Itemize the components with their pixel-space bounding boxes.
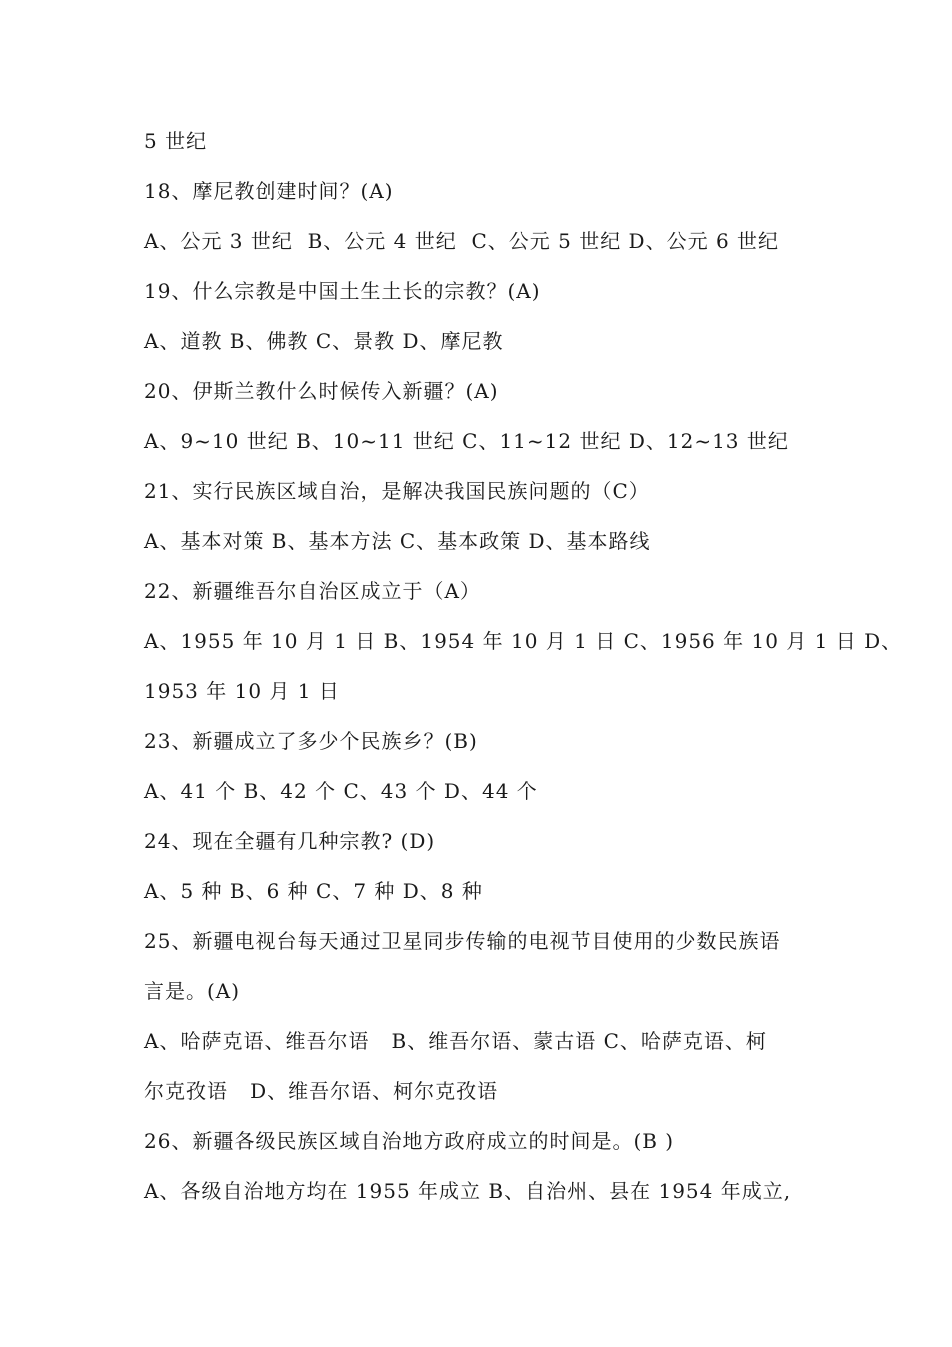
answer-options-25: A、哈萨克语、维吾尔语 B、维吾尔语、蒙古语 C、哈萨克语、柯 (144, 1029, 767, 1053)
answer-options-26: A、各级自治地方均在 1955 年成立 B、自治州、县在 1954 年成立, (144, 1179, 792, 1203)
question-25-continued: 言是。(A) (144, 979, 241, 1003)
text-line: 5 世纪 (144, 129, 208, 153)
question-19: 19、什么宗教是中国土生土长的宗教？(A) (144, 279, 541, 303)
question-18: 18、摩尼教创建时间？(A) (144, 179, 394, 203)
answer-options-22: A、1955 年 10 月 1 日 B、1954 年 10 月 1 日 C、1956 年 10 月 1 日 D、 (144, 629, 903, 653)
document-body (144, 116, 903, 1216)
question-23: 23、新疆成立了多少个民族乡？(B) (144, 729, 478, 753)
answer-options-19: A、道教 B、佛教 C、景教 D、摩尼教 (144, 329, 504, 353)
question-22: 22、新疆维吾尔自治区成立于（A） (144, 579, 481, 603)
answer-options-25-continued: 尔克孜语 D、维吾尔语、柯尔克孜语 (144, 1079, 499, 1103)
answer-options-24: A、5 种 B、6 种 C、7 种 D、8 种 (144, 879, 483, 903)
question-21: 21、实行民族区域自治，是解决我国民族问题的（C） (144, 479, 650, 503)
answer-options-23: A、41 个 B、42 个 C、43 个 D、44 个 (144, 779, 538, 803)
answer-options-20: A、9~10 世纪 B、10~11 世纪 C、11~12 世纪 D、12~13 世纪 (144, 429, 789, 453)
answer-options-21: A、基本对策 B、基本方法 C、基本政策 D、基本路线 (144, 529, 651, 553)
question-20: 20、伊斯兰教什么时候传入新疆？(A) (144, 379, 499, 403)
question-25: 25、新疆电视台每天通过卫星同步传输的电视节目使用的少数民族语 (144, 929, 781, 953)
question-26: 26、新疆各级民族区域自治地方政府成立的时间是。(B ) (144, 1129, 675, 1153)
answer-options-22-continued: 1953 年 10 月 1 日 (144, 679, 340, 703)
question-24: 24、现在全疆有几种宗教? (D) (144, 829, 436, 853)
answer-options-18: A、公元 3 世纪 B、公元 4 世纪 C、公元 5 世纪 D、公元 6 世纪 (144, 229, 780, 253)
